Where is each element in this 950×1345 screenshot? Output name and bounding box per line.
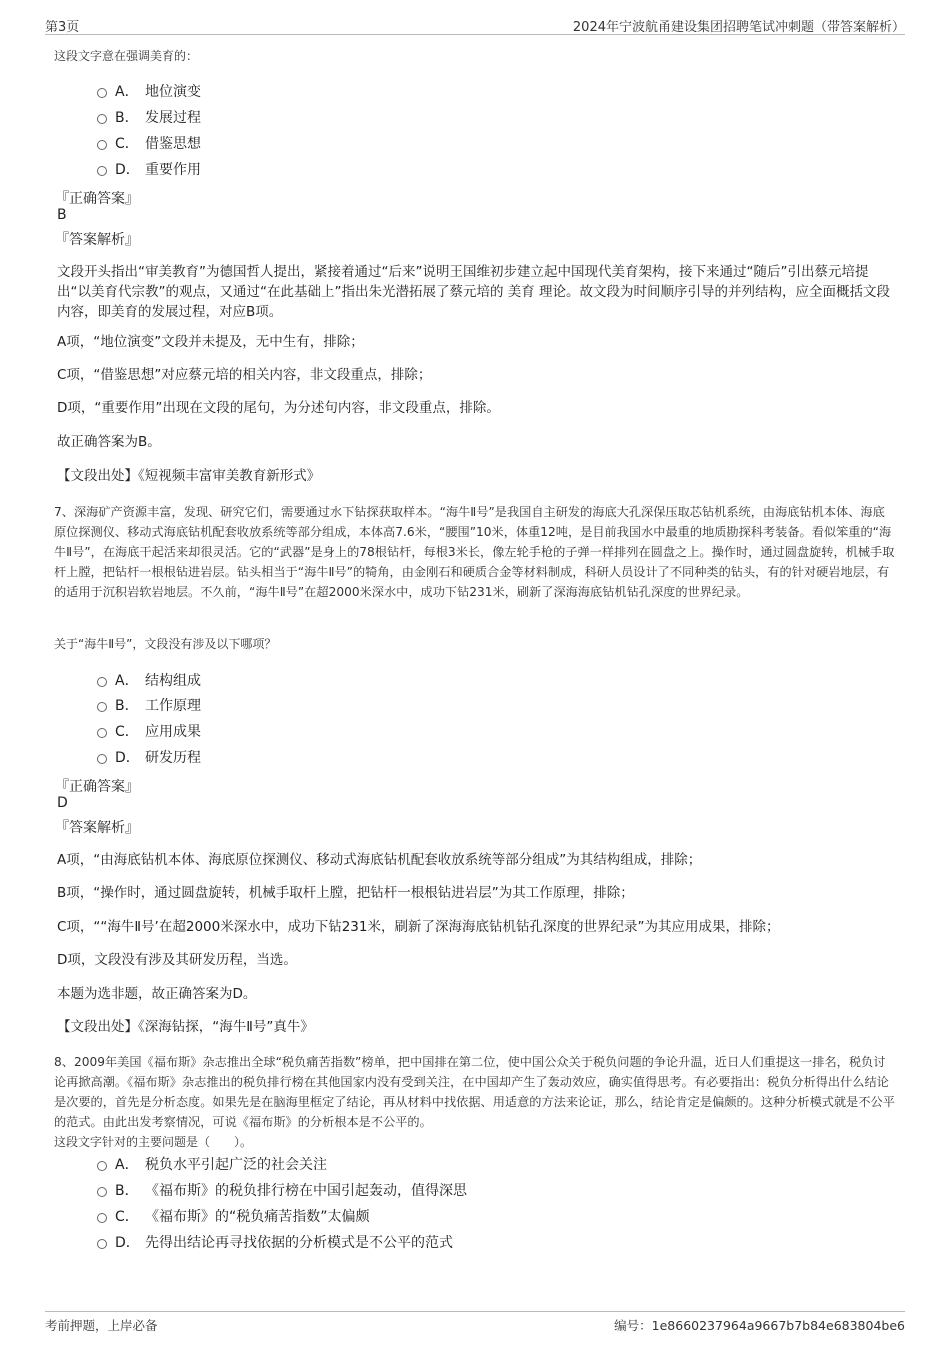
q6-analysis-d: D项，“重要作用”出现在文段的尾句，为分述句内容，非文段重点，排除。 [57,400,500,416]
q7-option-b[interactable]: B． 工作原理 [97,695,201,717]
q7-question: 关于“海牛Ⅱ号”，文段没有涉及以下哪项？ [54,637,277,651]
radio-icon[interactable] [97,1187,107,1197]
q7-stem: 7、深海矿产资源丰富，发现、研究它们，需要通过水下钻探获取样本。“海牛Ⅱ号”是我国自主研发的海底大孔深保压取芯钻机系统，由海底钻机本体、海底原位探测仪、移动式海底钻机配套收放系统等部分组成，本体高7.6米，“腰围”10米，体重12吨，是目前我国水中最重的地质勘探科考装备。看似笨重的“海牛Ⅱ号”，在海底干起活来却很灵活。它的“武器”是身上的78根钻杆，每根3米长，像左轮手枪的子弹一样排列在圆盘之上。操作时，通过圆盘旋转，机械手取杆上膛，把钻杆一根根钻进岩层。钻头相当于“海牛Ⅱ号”的犄角，由金刚石和硬质合金等材料制成，科研人员设计了不同种类的钻头，有的针对硬岩地层，有的适用于沉积岩软岩地层。不久前，“海牛Ⅱ号”在超2000米深水中，成功下钻231米，刷新了深海海底钻机钻孔深度的世界纪录。 [54,505,895,599]
radio-icon[interactable] [97,88,107,98]
q6-option-a[interactable]: A． 地位演变 [97,81,201,103]
q7-analysis-a: A项，“由海底钻机本体、海底原位探测仪、移动式海底钻机配套收放系统等部分组成”为其结构组成，排除； [57,852,702,868]
q6-stem-tail: 这段文字意在强调美育的： [54,49,199,63]
radio-icon[interactable] [97,754,107,764]
q6-analysis-label: 『答案解析』 [55,232,139,248]
radio-icon[interactable] [97,1161,107,1171]
q7-answer-label: 『正确答案』 [55,779,139,795]
footer-slogan: 考前押题，上岸必备 [45,1318,158,1333]
q6-source: 【文段出处】《短视频丰富审美教育新形式》 [57,468,321,484]
q7-analysis-label: 『答案解析』 [55,820,139,836]
page-number: 第3页 [45,20,80,35]
q7-source: 【文段出处】《深海钻探，“海牛Ⅱ号”真牛》 [57,1019,314,1035]
footer-code-value: 1e8660237964a9667b7b84e683804be6 [651,1318,905,1333]
page-header [45,14,905,35]
q6-option-d[interactable]: D． 重要作用 [97,159,201,181]
q8-option-c[interactable]: C． 《福布斯》的“税负痛苦指数”太偏颇 [97,1206,370,1228]
q7-analysis-b: B项，“操作时，通过圆盘旋转，机械手取杆上膛，把钻杆一根根钻进岩层”为其工作原理，排除； [57,885,634,901]
q7-option-d[interactable]: D． 研发历程 [97,747,201,769]
document-title: 2024年宁波航甬建设集团招聘笔试冲刺题（带答案解析） [572,20,905,35]
q7-option-c[interactable]: C． 应用成果 [97,721,201,743]
q6-analysis-c: C项，“借鉴思想”对应蔡元培的相关内容，非文段重点，排除； [57,367,432,383]
footer-code-label: 编号： [614,1318,652,1333]
q6-option-c[interactable]: C． 借鉴思想 [97,133,201,155]
footer-code [614,1316,905,1334]
radio-icon[interactable] [97,140,107,150]
page-footer [45,1311,905,1334]
q7-answer: D [57,795,68,811]
radio-icon[interactable] [97,702,107,712]
q7-option-a[interactable]: A． 结构组成 [97,670,201,692]
q6-option-b[interactable]: B． 发展过程 [97,107,201,129]
q7-analysis-d: D项，文段没有涉及其研发历程，当选。 [57,952,297,968]
q7-conclusion: 本题为选非题，故正确答案为D。 [57,986,257,1002]
q6-conclusion: 故正确答案为B。 [57,434,161,450]
radio-icon[interactable] [97,1239,107,1249]
q8-question: 这段文字针对的主要问题是（ ）。 [54,1135,253,1149]
q8-option-d[interactable]: D． 先得出结论再寻找依据的分析模式是不公平的范式 [97,1232,453,1254]
q8-stem: 8、2009年美国《福布斯》杂志推出全球“税负痛苦指数”榜单，把中国排在第二位，使中国公众关于税负问题的争论升温，近日人们重提这一排名，税负讨论再掀高潮。《福布斯》杂志推出的税负排行榜在其他国家内没有受到关注，在中国却产生了轰动效应，确实值得思考。有必要指出：税负分析得出什么结论是次要的，首先是分析态度。如果先是在脑海里框定了结论，再从材料中找依据、用适意的方法来论证，那么，结论肯定是偏颇的。这种分析模式就是不公平的范式。由此出发考察情况，可说《福布斯》的分析根本是不公平的。 [54,1055,895,1129]
q8-option-a[interactable]: A． 税负水平引起广泛的社会关注 [97,1154,327,1176]
radio-icon[interactable] [97,166,107,176]
radio-icon[interactable] [97,114,107,124]
q8-option-b[interactable]: B． 《福布斯》的税负排行榜在中国引起轰动，值得深思 [97,1180,467,1202]
radio-icon[interactable] [97,728,107,738]
q6-answer: B [57,207,67,223]
q6-analysis-a: A项，“地位演变”文段并未提及，无中生有，排除； [57,334,364,350]
radio-icon[interactable] [97,1213,107,1223]
q6-answer-label: 『正确答案』 [55,191,139,207]
q7-analysis-c: C项，““海牛Ⅱ号’在超2000米深水中，成功下钻231米，刷新了深海海底钻机钻孔深度的世界纪录”为其应用成果，排除； [57,919,780,935]
radio-icon[interactable] [97,677,107,687]
q6-analysis-main: 文段开头指出“审美教育”为德国哲人提出，紧接着通过“后来”说明王国维初步建立起中国现代美育架构，接下来通过“随后”引出蔡元培提出“以美育代宗教”的观点，又通过“在此基础上”指出朱光潜拓展了蔡元培的 美育 理论。故文段为时间顺序引导的并列结构，应全面概括文段内容，即美育的发展过程，对应B项。 [57,264,891,320]
